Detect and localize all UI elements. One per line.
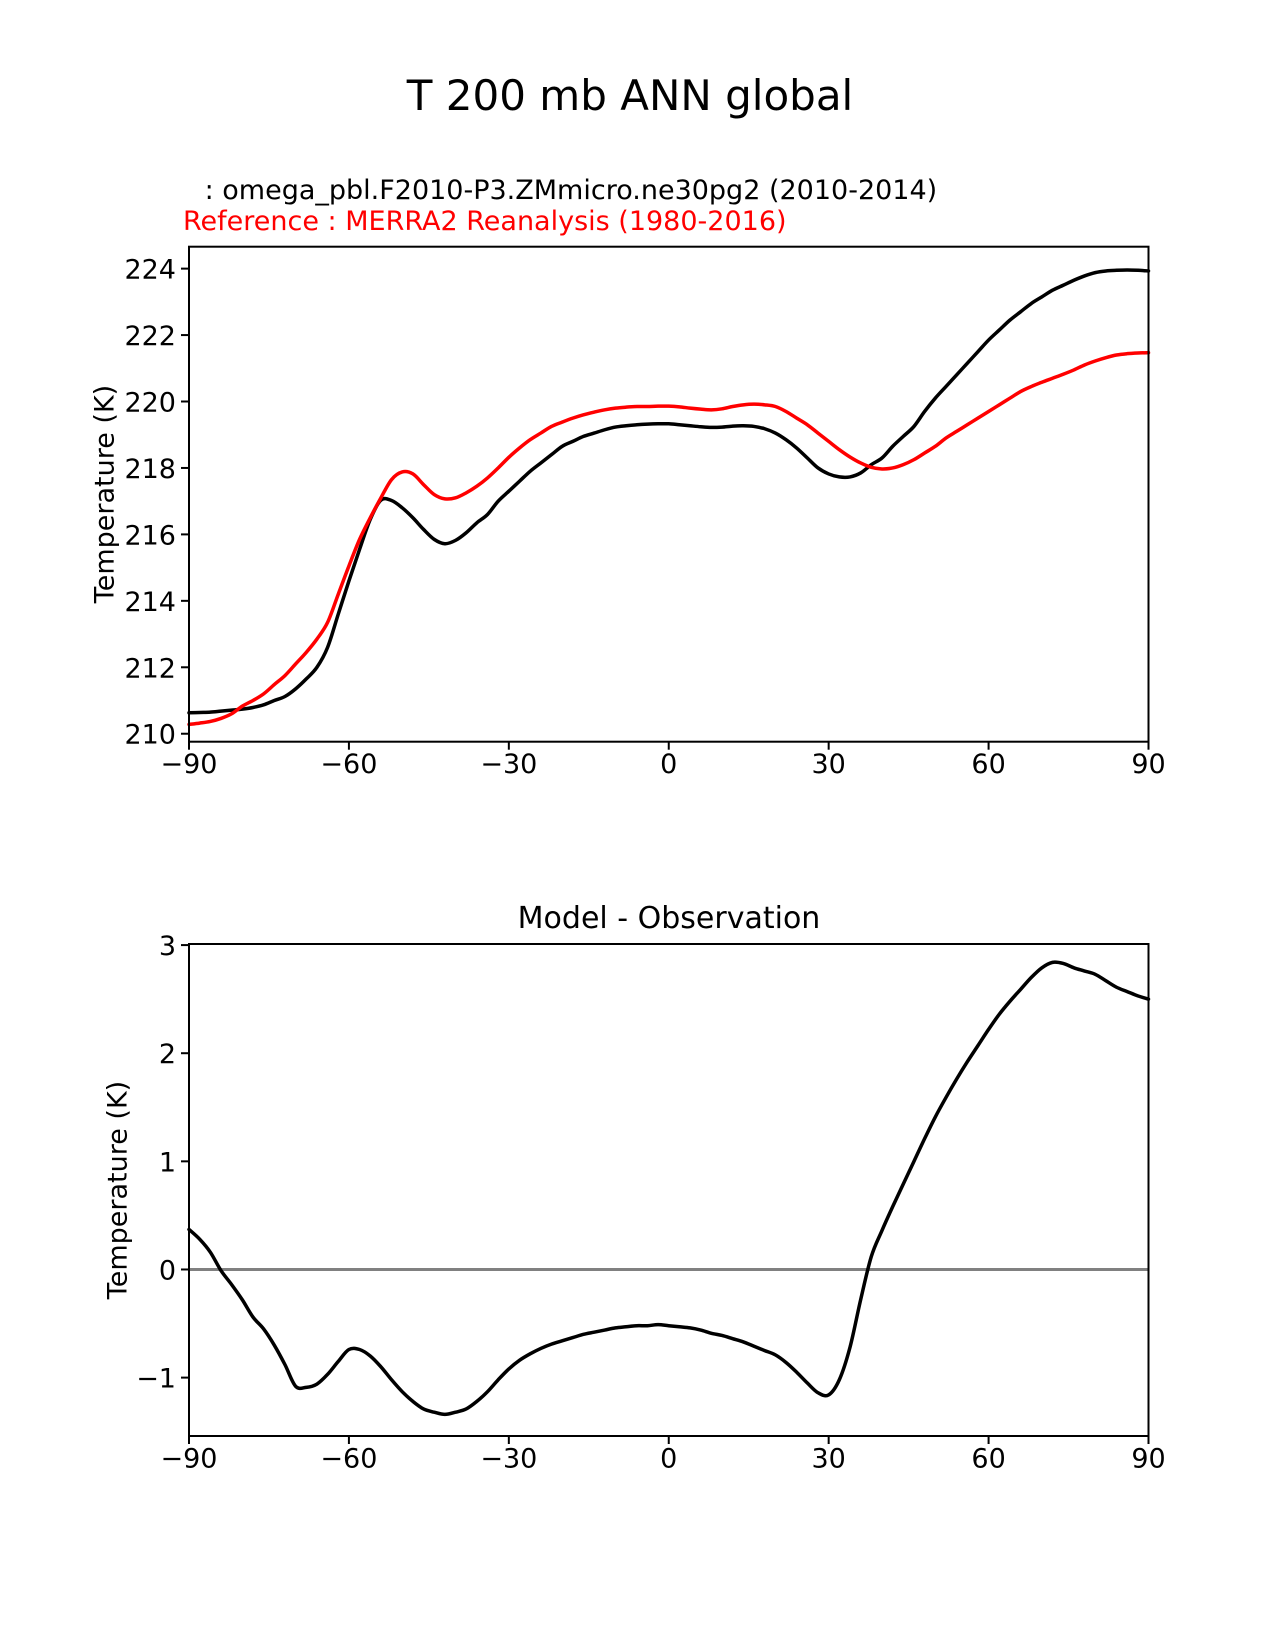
top-chart-x-tick-label: −30: [480, 749, 538, 781]
bottom-chart-series-0-line: [189, 962, 1149, 1414]
top-chart-y-tick-label: 222: [124, 321, 176, 353]
legend-model-label: : omega_pbl.F2010-P3.ZMmicro.ne30pg2 (2010-2014): [196, 175, 938, 206]
bottom-chart-y-tick-label: 1: [158, 1147, 176, 1179]
bottom-chart-frame: [189, 944, 1149, 1436]
bottom-chart-x-tick-label: 30: [811, 1443, 846, 1475]
bottom-chart-y-tick-label: −1: [136, 1363, 176, 1395]
legend-reference-label: Reference : MERRA2 Reanalysis (1980-2016): [183, 206, 787, 237]
top-chart-y-tick-label: 216: [124, 520, 176, 552]
bottom-chart: [136, 931, 1165, 1474]
top-chart-series-1-line: [189, 353, 1149, 725]
bottom-chart-title: Model - Observation: [517, 901, 821, 936]
top-chart-series-0-line: [189, 270, 1149, 713]
bottom-chart-x-tick-label: −90: [160, 1443, 218, 1475]
top-chart-y-tick-label: 218: [124, 453, 176, 485]
top-chart-y-tick-label: 224: [124, 254, 176, 286]
top-chart-y-tick-label: 212: [124, 653, 176, 685]
bottom-chart-y-tick-label: 2: [158, 1039, 176, 1071]
bottom-chart-x-tick-label: 90: [1131, 1443, 1166, 1475]
top-chart-y-tick-label: 210: [124, 719, 176, 751]
figure-title: T 200 mb ANN global: [406, 71, 854, 120]
bottom-chart-y-tick-label: 0: [158, 1255, 176, 1287]
top-chart-x-tick-label: 90: [1131, 749, 1166, 781]
top-chart-y-tick-label: 220: [124, 387, 176, 419]
top-chart-x-tick-label: −90: [160, 749, 218, 781]
top-chart-x-tick-label: −60: [320, 749, 378, 781]
top-chart-y-tick-label: 214: [124, 586, 176, 618]
top-chart-x-tick-label: 30: [811, 749, 846, 781]
top-chart-x-tick-label: 60: [971, 749, 1006, 781]
top-chart: [124, 247, 1165, 781]
bottom-chart-x-tick-label: −60: [320, 1443, 378, 1475]
bottom-chart-x-tick-label: −30: [480, 1443, 538, 1475]
bottom-chart-ylabel: Temperature (K): [102, 1080, 134, 1300]
top-chart-ylabel: Temperature (K): [89, 384, 121, 604]
bottom-chart-x-tick-label: 60: [971, 1443, 1006, 1475]
top-chart-x-tick-label: 0: [660, 749, 678, 781]
bottom-chart-y-tick-label: 3: [158, 931, 176, 963]
bottom-chart-x-tick-label: 0: [660, 1443, 678, 1475]
top-chart-frame: [189, 247, 1149, 742]
